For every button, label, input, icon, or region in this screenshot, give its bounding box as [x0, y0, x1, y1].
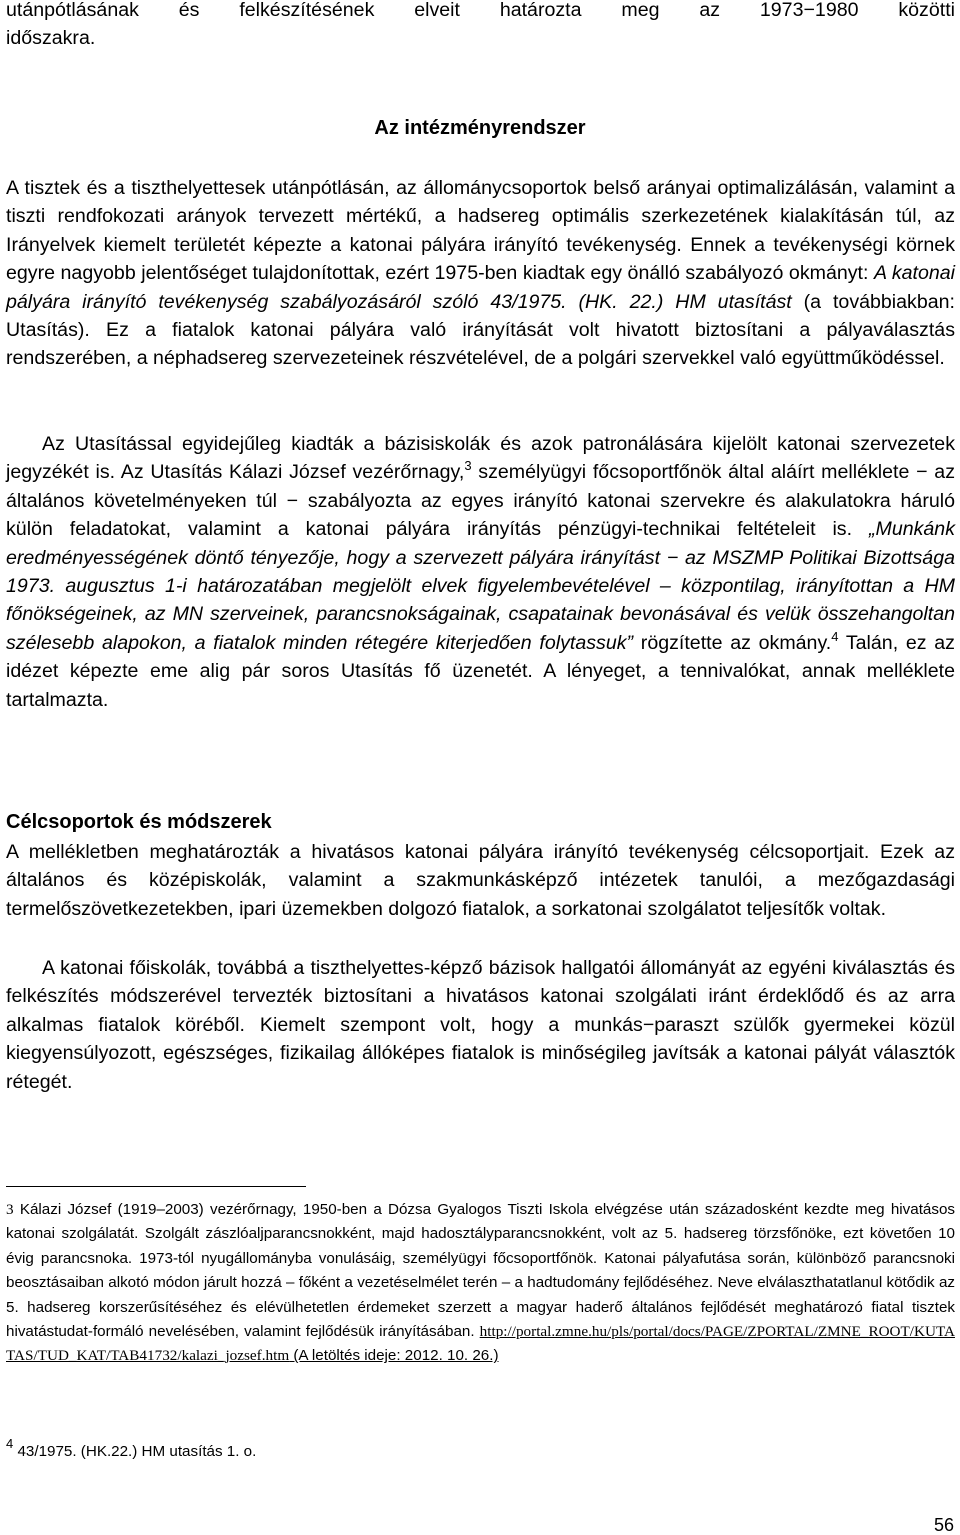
intro-paragraph — [6, 0, 955, 53]
paragraph-base-schools — [6, 430, 955, 714]
intro-line-2: időszakra. — [6, 27, 96, 50]
text-run: személyügyi főcsoportfőnök által aláírt melléklete − az általános követelményeken túl − szabályozta az egyes irányító katonai szervekre és alakulatokra háruló külön feladatokat, valamint a katonai pályára irányítás pénzügyi-technikai feltételeit is. — [6, 461, 955, 541]
footnote-text: 43/1975. (HK.22.) HM utasítás 1. o. — [13, 1443, 257, 1460]
footnote-ref-4[interactable]: 4 — [831, 628, 839, 644]
footnote-link[interactable]: http://portal.zmne.hu/pls/portal/docs/PAGE/ZPORTAL/ZMNE_ROOT/KUTATAS/TUD_KAT/TAB41732/kalazi_jozsef.htm — [6, 1323, 955, 1365]
footnote-4 — [6, 1436, 955, 1464]
quotation: „Munkánk eredményességének döntő tényezője, hogy a szervezett pályára irányítást − az MSZMP Politikai Bizottsága 1973. augusztus 1-i határozatában megjelölt elvek figyelembevételével – központilag, irányítottan a HM főnökségeinek, az MN szerveinek, parancsnokságainak, csapatainak bevonásával és velük összehangoltan szélesebb alapokon, a fiatalok minden rétegére kiterjedően folytassuk” — [6, 518, 955, 654]
paragraph-institution — [6, 174, 955, 373]
footnote-3 — [6, 1198, 955, 1369]
italic-title: A katonai pályára irányító tevékenység szabályozásáról szóló 43/1975. (HK. 22.) HM utasítást — [6, 262, 956, 313]
footnote-separator — [6, 1186, 306, 1187]
text-run: rögzítette az okmány. — [633, 631, 832, 654]
text-run: (a továbbiakban: Utasítás). Ez a fiatalok katonai pályára való irányítását volt hivatott biztosítani a pályaválasztás rendszerében, a néphadsereg szervezeteinek részvételével, de a polgári szervekkel való együttműködéssel. — [6, 290, 955, 370]
section-heading-institution: Az intézményrendszer — [374, 117, 586, 139]
access-date: (A letöltés ideje: 2012. 10. 26.) — [289, 1347, 499, 1365]
footnote-number: 3 — [6, 1201, 14, 1218]
page-number: 56 — [933, 1515, 954, 1535]
text-run: Az Utasítással egyidejűleg kiadták a bázisiskolák és azok patronálására kijelölt katonai szervezetek jegyzékét is. Az Utasítás Kálazi József vezérőrnagy, — [6, 433, 955, 484]
paragraph-target-groups: A mellékletben meghatározták a hivatásos katonai pályára irányító tevékenység célcsoportjait. Ezek az általános és középiskolák, valamint a szakmunkásképző intézetek tanulói, a mezőgazdasági termelőszövetkezetekben, ipari üzemekben dolgozó fiatalok, a sorkatonai szolgálatot teljesítők voltak. — [6, 841, 955, 920]
footnote-text: Kálazi József (1919–2003) vezérőrnagy, 1950-ben a Dózsa Gyalogos Tiszti Iskola elvégzése után századosként kezdte meg hivatásos katonai szolgálatát. Szolgált zászlóaljparancsnokként, majd hadosztályparancsnokként, volt az 5. hadsereg törzsfőnöke, ezt követően 10 évig parancsnoka. 1973-tól nyugállományba vonulásáig, személyügyi főcsoportfőnök. Katonai pályafutása során, különböző parancsnoki beosztásaiban alkotó módon járult hozzá – főként a vezetéselmélet terén – a hadtudomány fejlődéséhez. Neve elválaszthatatlanul kötődik az 5. hadsereg korszerűsítéséhez és elévülhetetlen érdemeket szerzett a magyar haderő általános fejlődését meghatározó fiatal tisztek hivatástudat-formáló nevelésében, valamint fejlődésük irányításában. — [6, 1201, 955, 1341]
section-heading-target-groups: Célcsoportok és módszerek — [6, 811, 272, 833]
intro-line-1: utánpótlásának és felkészítésének elveit határozta meg az 1973−1980 közötti — [6, 0, 955, 21]
footnote-ref-3[interactable]: 3 — [464, 458, 472, 474]
paragraph-selection: A katonai főiskolák, továbbá a tiszthelyettes-képző bázisok hallgatói állományát az egyéni kiválasztás és felkészítés módszerével tervezték biztosítani a hivatásos katonai szolgálati iránt érdeklődő és az arra alkalmas fiatalok köréből. Kiemelt szempont volt, hogy a munkás−paraszt szülők gyermekei közül kiegyensúlyozott, egészséges, fizikailag állóképes fiatalok is minőségileg javítsák a katonai pályát választók rétegét. — [6, 957, 955, 1093]
text-run: Talán, ez az idézet képezte eme alig pár soros Utasítás fő üzenetét. A lényeget, a tennivalókat, annak melléklete tartalmazta. — [6, 631, 955, 711]
text-run: A tisztek és a tiszthelyettesek utánpótlásán, az állománycsoportok belső arányai optimalizálásán, valamint a tiszti rendfokozati arányok tervezett mértékű, a hadsereg optimális szerkezetének kialakításán túl, az Irányelvek kiemelt területét képezte a katonai pályára irányító tevékenység. Ennek a tevékenységi körnek egyre nagyobb jelentőséget tulajdonítottak, ezért 1975-ben kiadtak egy önálló szabályozó okmányt: — [6, 177, 955, 285]
footnote-number: 4 — [6, 1436, 14, 1451]
